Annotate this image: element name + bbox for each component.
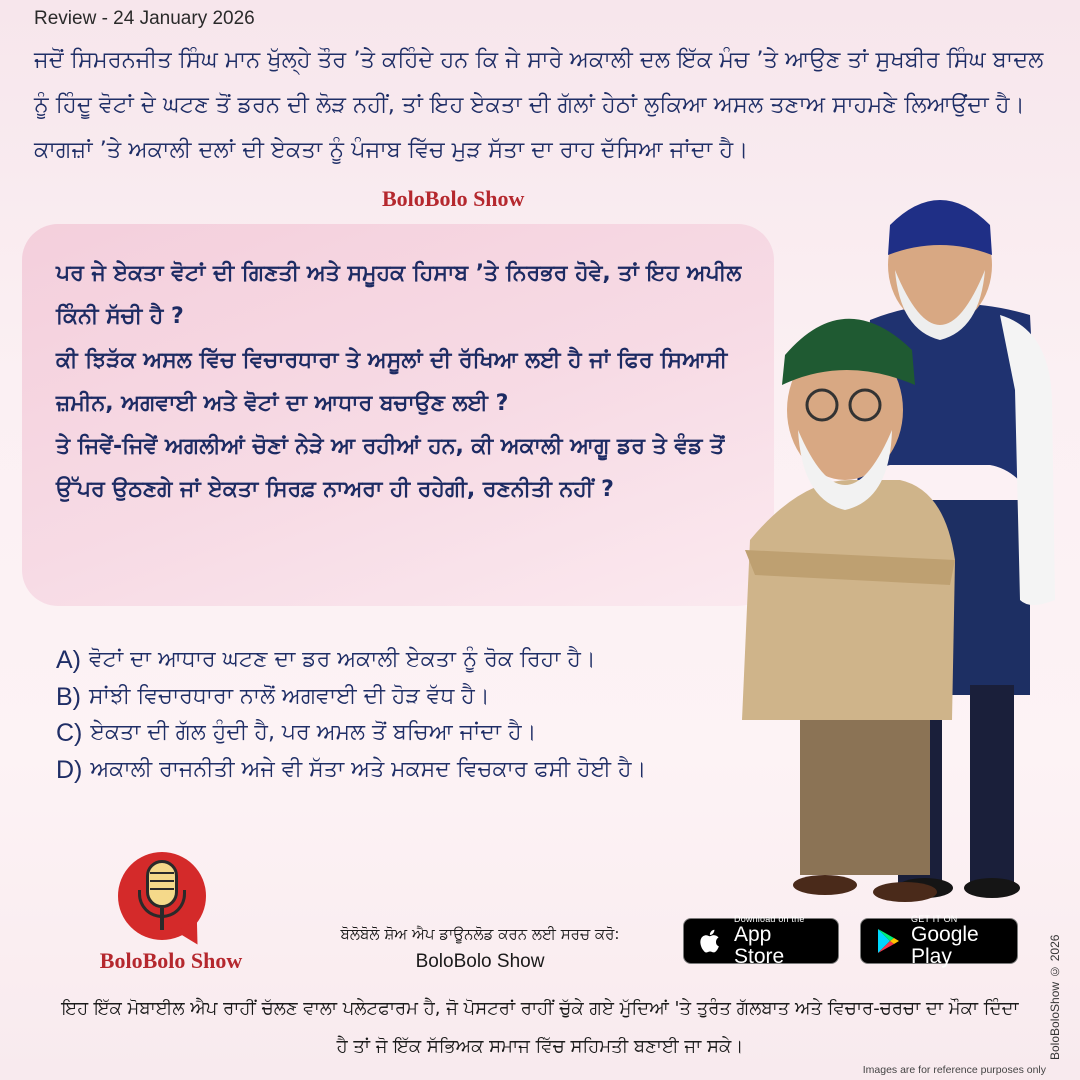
question-line: ਕੀ ਝਿੜੱਕ ਅਸਲ ਵਿੱਚ ਵਿਚਾਰਧਾਰਾ ਤੇ ਅਸੂਲਾਂ ਦੀ ਰੱਖਿਆ ਲਈ ਹੈ ਜਾਂ ਫਿਰ ਸਿਆਸੀ ਜ਼ਮੀਨ, ਅਗਵਾਈ ਅਤੇ ਵੋਟਾਂ ਦਾ ਆਧਾਰ ਬਚਾਉਣ ਲਈ ? <box>56 347 728 416</box>
option-letter: A) <box>56 646 81 674</box>
appstore-text <box>734 914 826 968</box>
option-c[interactable] <box>56 715 796 752</box>
option-text: ਏਕਤਾ ਦੀ ਗੱਲ ਹੁੰਦੀ ਹੈ, ਪਰ ਅਮਲ ਤੋਂ ਬਚਿਆ ਜਾਂਦਾ ਹੈ। <box>90 720 537 745</box>
answer-options <box>56 642 796 788</box>
appstore-big-label: App Store <box>734 923 785 968</box>
option-letter: D) <box>56 755 83 784</box>
logo-name: BoloBolo Show <box>99 948 243 973</box>
google-play-button[interactable] <box>860 914 1018 968</box>
google-play-icon <box>873 926 903 956</box>
footer-description: ਇਹ ਇੱਕ ਮੋਬਾਈਲ ਐਪ ਰਾਹੀਂ ਚੱਲਣ ਵਾਲਾ ਪਲੇਟਫਾਰਮ ਹੈ, ਜੋ ਪੋਸਟਰਾਂ ਰਾਹੀਂ ਚੁੱਕੇ ਗਏ ਮੁੱਦਿਆਂ 'ਤੇ ਤੁਰੰਤ ਗੱਲਬਾਤ ਅਤੇ ਵਿਚਾਰ-ਚਰਚਾ ਦਾ ਮੌਕਾ ਦਿੰਦਾ ਹੈ ਤਾਂ ਜੋ ਇੱਕ ਸੱਭਿਅਕ ਸਮਾਜ ਵਿੱਚ ਸਹਿਮਤੀ ਬਣਾਈ ਜਾ ਸਕੇ। <box>61 998 1019 1057</box>
promo-logo <box>86 846 256 976</box>
download-prompt: ਬੋਲੋਬੋਲੋ ਸ਼ੋਅ ਐਪ ਡਾਊਨਲੋਡ ਕਰਨ ਲਈ ਸਰਚ ਕਰੋ: <box>340 925 620 943</box>
mic-stand <box>160 908 164 930</box>
question-line: ਤੇ ਜਿਵੇਂ-ਜਿਵੇਂ ਅਗਲੀਆਂ ਚੋਣਾਂ ਨੇੜੇ ਆ ਰਹੀਆਂ ਹਨ, ਕੀ ਅਕਾਲੀ ਆਗੂ ਡਰ ਤੇ ਵੰਡ ਤੋਂ ਉੱਪਰ ਉਠਣਗੇ ਜਾਂ ਏਕਤਾ ਸਿਰਫ਼ ਨਾਅਰਾ ਹੀ ਰਹੇਗੀ, ਰਣਨੀਤੀ ਨਹੀਂ ? <box>56 434 725 503</box>
date-line: Review - 24 January 2026 <box>34 8 255 29</box>
playstore-small-label: GET IT ON <box>911 914 958 924</box>
brand-watermark: BoloBolo Show <box>382 186 525 211</box>
playstore-big-label: Google Play <box>911 923 979 968</box>
mic-grille-line <box>150 880 174 882</box>
copyright-credit: BoloBoloShow © 2026 <box>1048 934 1062 1060</box>
disclaimer: Images are for reference purposes only <box>862 1064 1046 1076</box>
option-text: ਵੋਟਾਂ ਦਾ ਆਧਾਰ ਘਟਣ ਦਾ ਡਰ ਅਕਾਲੀ ਏਕਤਾ ਨੂੰ ਰੋਕ ਰਿਹਾ ਹੈ। <box>89 647 596 672</box>
option-b[interactable] <box>56 679 796 716</box>
appstore-small-label: Download on the <box>734 914 805 924</box>
option-letter: B) <box>56 682 81 711</box>
app-store-button[interactable] <box>683 914 839 968</box>
question-card <box>22 224 774 606</box>
intro-paragraph: ਜਦੋਂ ਸਿਮਰਨਜੀਤ ਸਿੰਘ ਮਾਨ ਖੁੱਲ੍ਹੇ ਤੌਰ ’ਤੇ ਕਹਿੰਦੇ ਹਨ ਕਿ ਜੇ ਸਾਰੇ ਅਕਾਲੀ ਦਲ ਇੱਕ ਮੰਚ ’ਤੇ ਆਉਣ ਤਾਂ ਸੁਖਬੀਰ ਸਿੰਘ ਬਾਦਲ ਨੂੰ ਹਿੰਦੂ ਵੋਟਾਂ ਦੇ ਘਟਣ ਤੋਂ ਡਰਨ ਦੀ ਲੋੜ ਨਹੀਂ, ਤਾਂ ਇਹ ਏਕਤਾ ਦੀ ਗੱਲਾਂ ਹੇਠਾਂ ਲੁਕਿਆ ਅਸਲ ਤਣਾਅ ਸਾਹਮਣੇ ਲਿਆਉਂਦਾ ਹੈ। ਕਾਗਜ਼ਾਂ ’ਤੇ ਅਕਾਲੀ ਦਲਾਂ ਦੀ ਏਕਤਾ ਨੂੰ ਪੰਜਾਬ ਵਿੱਚ ਮੁੜ ਸੱਤਾ ਦਾ ਰਾਹ ਦੱਸਿਆ ਜਾਂਦਾ ਹੈ। <box>34 47 1044 163</box>
leaders-illustration <box>730 180 1060 920</box>
question-line: ਪਰ ਜੇ ਏਕਤਾ ਵੋਟਾਂ ਦੀ ਗਿਣਤੀ ਅਤੇ ਸਮੂਹਕ ਹਿਸਾਬ ’ਤੇ ਨਿਰਭਰ ਹੋਵੇ, ਤਾਂ ਇਹ ਅਪੀਲ ਕਿੰਨੀ ਸੱਚੀ ਹੈ ? <box>56 261 742 330</box>
question-text <box>56 252 756 512</box>
option-d[interactable] <box>56 752 796 789</box>
option-text: ਸਾਂਝੀ ਵਿਚਾਰਧਾਰਾ ਨਾਲੋਂ ਅਗਵਾਈ ਦੀ ਹੋੜ ਵੱਧ ਹੈ। <box>89 683 490 709</box>
download-note <box>290 920 670 976</box>
option-a[interactable] <box>56 642 796 679</box>
apple-icon <box>696 926 726 956</box>
playstore-text <box>911 914 1005 968</box>
search-term: BoloBolo Show <box>415 951 545 972</box>
option-text: ਅਕਾਲੀ ਰਾਜਨੀਤੀ ਅਜੇ ਵੀ ਸੱਤਾ ਅਤੇ ਮਕਸਦ ਵਿਚਕਾਰ ਫਸੀ ਹੋਈ ਹੈ। <box>90 756 647 782</box>
option-letter: C) <box>56 719 83 747</box>
mic-grille-line <box>150 872 174 874</box>
